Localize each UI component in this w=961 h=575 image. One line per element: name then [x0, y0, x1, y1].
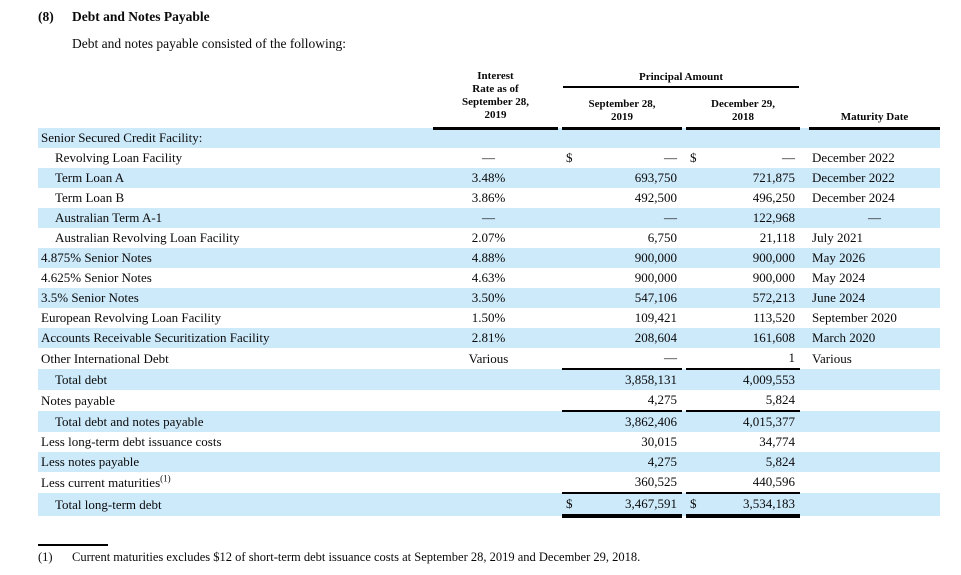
interest-rate-value — [433, 369, 558, 390]
row-label: Term Loan A — [38, 168, 433, 188]
maturity-date-value: December 2022 — [812, 150, 895, 165]
row-label: Total debt and notes payable — [38, 411, 433, 432]
row-label: Less current maturities$^{(1)}$ — [41, 473, 171, 490]
principal-sep-2019-value: 900,000 — [634, 270, 677, 285]
footnote-reference: (1) — [160, 473, 171, 484]
row-label: Term Loan B — [55, 190, 125, 205]
column-gap — [800, 168, 809, 188]
maturity-date-value: June 2024 — [809, 288, 940, 308]
interest-rate-value: — — [482, 150, 495, 165]
table-row — [38, 369, 940, 390]
maturity-date-value: July 2021 — [812, 230, 863, 245]
row-label: Notes payable — [41, 392, 116, 408]
table-row — [38, 432, 940, 452]
table-row — [38, 248, 940, 268]
column-gap — [800, 308, 809, 328]
interest-rate-value — [433, 128, 558, 148]
row-label: 4.625% Senior Notes — [41, 270, 152, 285]
dollar-sign: $ — [566, 496, 573, 511]
principal-sep-2019-value: 492,500 — [634, 190, 677, 205]
maturity-date-value: May 2026 — [809, 248, 940, 268]
table-row — [38, 128, 940, 148]
table-row — [38, 148, 940, 168]
maturity-date-value: May 2024 — [812, 270, 866, 285]
principal-sep-2019-value: 109,421 — [634, 310, 677, 325]
column-gap — [800, 390, 809, 411]
interest-rate-value — [433, 493, 558, 516]
principal-sep-2019-value: 4,275 — [562, 390, 682, 411]
column-gap — [800, 148, 809, 168]
interest-rate-value — [433, 390, 558, 411]
principal-dec-2018-value: 1 — [686, 348, 800, 369]
maturity-date-value: December 2024 — [812, 190, 895, 205]
debt-and-notes-payable-table — [38, 60, 940, 518]
table-row — [38, 411, 940, 432]
footnote-rule — [38, 544, 108, 546]
principal-sep-2019-value: 693,750 — [562, 168, 682, 188]
interest-rate-value: 4.63% — [471, 270, 506, 285]
table-row — [38, 228, 940, 248]
principal-sep-2019-value: 3,858,131 — [562, 369, 682, 390]
principal-sep-2019-value: 3,862,406 — [562, 411, 682, 432]
section-title: Debt and Notes Payable — [72, 9, 210, 24]
interest-rate-value — [433, 472, 558, 493]
principal-dec-2018-value: 4,015,377 — [686, 411, 800, 432]
table-row — [38, 328, 940, 348]
row-label: Australian Revolving Loan Facility — [55, 230, 240, 245]
column-gap — [800, 328, 809, 348]
table-row — [38, 493, 940, 516]
row-label-column-header — [38, 60, 433, 128]
dollar-sign: $ — [690, 496, 697, 511]
maturity-date-value — [809, 452, 940, 472]
column-gap — [800, 248, 809, 268]
maturity-date-value — [809, 369, 940, 390]
column-gap — [800, 208, 809, 228]
principal-dec-2018-value: 721,875 — [686, 168, 800, 188]
interest-rate-value: 1.50% — [471, 310, 506, 325]
row-label: Less notes payable — [38, 452, 433, 472]
principal-dec-2018-column-header: December 29, 2018 — [686, 88, 800, 128]
column-gap — [800, 472, 809, 493]
table-row — [38, 268, 940, 288]
principal-sep-2019-value: 4,275 — [562, 452, 682, 472]
column-gap — [800, 369, 809, 390]
column-gap — [800, 493, 809, 516]
principal-dec-2018-value: 21,118 — [759, 230, 796, 245]
table-row — [38, 168, 940, 188]
principal-sep-2019-value: $ — — [562, 148, 682, 168]
principal-sep-2019-value: 360,525 — [562, 472, 682, 493]
principal-dec-2018-value: $ 3,534,183 — [686, 493, 800, 516]
interest-rate-value — [433, 411, 558, 432]
maturity-date-value — [809, 390, 940, 411]
column-gap — [800, 348, 809, 369]
column-gap — [800, 60, 809, 128]
interest-rate-value: 3.50% — [433, 288, 558, 308]
maturity-date-value — [809, 472, 940, 493]
principal-sep-2019-value: 6,750 — [647, 230, 677, 245]
interest-rate-value: 2.07% — [471, 230, 506, 245]
maturity-date-value: Various — [812, 350, 852, 366]
column-gap — [800, 128, 809, 148]
table-row — [38, 472, 940, 493]
table-row — [38, 288, 940, 308]
interest-rate-value — [433, 432, 558, 452]
row-label: Total debt — [38, 369, 433, 390]
principal-dec-2018-value: 496,250 — [752, 190, 796, 205]
principal-amount-group-header: Principal Amount — [562, 60, 800, 88]
footnote-text: Current maturities excludes $12 of short-term debt issuance costs at September 28, 2019 and December 29, 2018. — [72, 550, 641, 564]
interest-rate-value: 2.81% — [433, 328, 558, 348]
row-label: Revolving Loan Facility — [55, 150, 183, 165]
interest-rate-value: 3.86% — [471, 190, 506, 205]
principal-dec-2018-value: 113,520 — [753, 310, 796, 325]
principal-sep-2019-column-header: September 28, 2019 — [562, 88, 682, 128]
table-row — [38, 452, 940, 472]
interest-rate-value: 4.88% — [433, 248, 558, 268]
maturity-date-column-header: Maturity Date — [809, 60, 940, 128]
column-gap — [800, 432, 809, 452]
principal-dec-2018-value: 4,009,553 — [686, 369, 800, 390]
principal-dec-2018-value: 572,213 — [686, 288, 800, 308]
principal-dec-2018-value: 161,608 — [686, 328, 800, 348]
principal-sep-2019-value: 547,106 — [562, 288, 682, 308]
maturity-date-value: September 2020 — [812, 310, 897, 325]
row-label: Other International Debt — [41, 350, 169, 366]
principal-sep-2019-value: 208,604 — [562, 328, 682, 348]
intro-text: Debt and notes payable consisted of the following: — [72, 36, 347, 51]
interest-rate-value: — — [433, 208, 558, 228]
row-label: 3.5% Senior Notes — [38, 288, 433, 308]
row-label: Total long-term debt — [38, 493, 433, 516]
principal-sep-2019-value: 30,015 — [641, 434, 677, 449]
principal-sep-2019-value: — — [562, 208, 682, 228]
maturity-date-value: — — [809, 208, 940, 228]
interest-rate-value — [433, 452, 558, 472]
interest-rate-value: 3.48% — [433, 168, 558, 188]
principal-sep-2019-value: 900,000 — [562, 248, 682, 268]
column-gap — [800, 288, 809, 308]
principal-dec-2018-value: 34,774 — [759, 434, 796, 449]
footnote-marker: (1) — [38, 550, 53, 564]
row-label: Accounts Receivable Securitization Facility — [38, 328, 433, 348]
column-gap — [800, 411, 809, 432]
principal-dec-2018-value: 440,596 — [686, 472, 800, 493]
dollar-sign: $ — [690, 150, 697, 165]
row-label: European Revolving Loan Facility — [41, 310, 222, 325]
table-row — [38, 348, 940, 369]
row-label: Senior Secured Credit Facility: — [38, 128, 433, 148]
principal-sep-2019-value — [562, 128, 682, 148]
principal-dec-2018-value: 5,824 — [686, 452, 800, 472]
principal-dec-2018-value: 900,000 — [752, 270, 796, 285]
principal-sep-2019-value: $ 3,467,591 — [562, 493, 682, 516]
section-heading — [38, 9, 210, 25]
dollar-sign: $ — [566, 150, 573, 165]
column-gap — [800, 452, 809, 472]
maturity-date-value — [809, 411, 940, 432]
maturity-date-value: December 2022 — [809, 168, 940, 188]
table-row — [38, 390, 940, 411]
column-gap — [800, 228, 809, 248]
maturity-date-value: March 2020 — [809, 328, 940, 348]
row-label: 4.875% Senior Notes — [38, 248, 433, 268]
maturity-date-value — [809, 128, 940, 148]
principal-dec-2018-value — [686, 128, 800, 148]
principal-dec-2018-value: 5,824 — [686, 390, 800, 411]
column-gap — [800, 268, 809, 288]
section-number: (8) — [38, 9, 54, 24]
interest-rate-value: Various — [468, 350, 509, 366]
footnote — [38, 550, 918, 565]
principal-dec-2018-value: 900,000 — [686, 248, 800, 268]
row-label: Australian Term A-1 — [38, 208, 433, 228]
row-label: Less long-term debt issuance costs — [41, 434, 222, 449]
maturity-date-value — [809, 493, 940, 516]
table-row — [38, 208, 940, 228]
principal-dec-2018-value: 122,968 — [686, 208, 800, 228]
maturity-date-value — [809, 432, 940, 452]
table-row — [38, 188, 940, 208]
table-row — [38, 308, 940, 328]
principal-sep-2019-value: — — [562, 348, 682, 369]
principal-dec-2018-value: $ — — [686, 148, 800, 168]
interest-rate-column-header: Interest Rate as of September 28, 2019 — [433, 60, 558, 128]
column-gap — [800, 188, 809, 208]
